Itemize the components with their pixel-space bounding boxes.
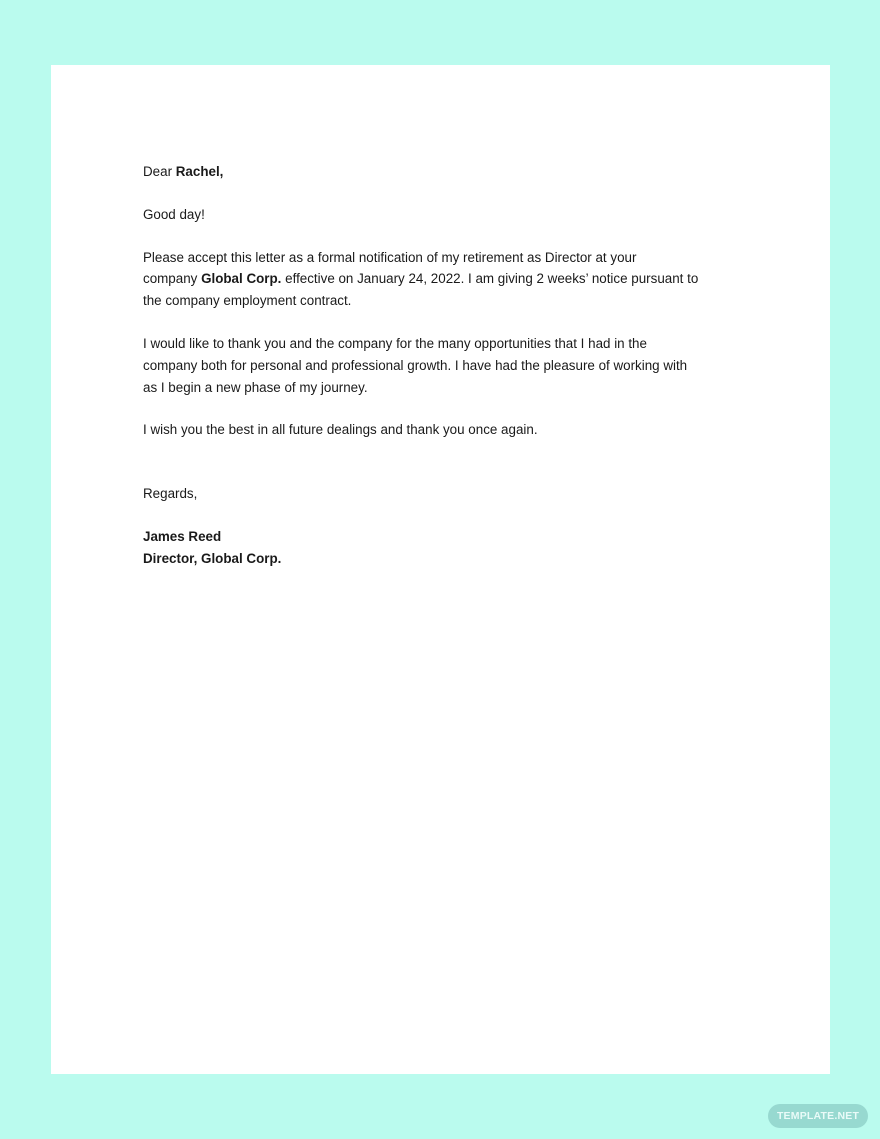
- greeting: Good day!: [143, 206, 205, 222]
- text-segment: company: [143, 271, 202, 287]
- text-line: as I begin a new phase of my journey.: [143, 379, 368, 395]
- paragraph-notification: [143, 247, 763, 312]
- closing: Regards,: [143, 486, 198, 502]
- paragraph-wishes: I wish you the best in all future dealings and thank you once again.: [143, 422, 538, 438]
- text-line: company both for personal and professional growth. I have had the pleasure of working with: [143, 357, 688, 373]
- recipient-name: Rachel,: [175, 164, 224, 179]
- company-name: Global Corp.: [201, 271, 282, 287]
- text-line: I would like to thank you and the company for the many opportunities that I had in the: [143, 335, 647, 351]
- watermark-badge: TEMPLATE.NET: [768, 1104, 868, 1128]
- text-line: [143, 268, 763, 290]
- letter-body: [143, 161, 763, 570]
- salutation-prefix: Dear: [143, 164, 176, 179]
- signer-title: Director, Global Corp.: [143, 550, 282, 566]
- text-segment: effective on January 24, 2022. I am giving 2 weeks’ notice pursuant to: [281, 271, 699, 287]
- paragraph-thanks: [143, 333, 763, 398]
- salutation: [143, 161, 763, 183]
- text-line: Please accept this letter as a formal notification of my retirement as Director at your: [143, 249, 637, 265]
- letter-page: [51, 65, 830, 1074]
- signature-block: [143, 526, 763, 570]
- text-line: the company employment contract.: [143, 293, 352, 309]
- signer-name: James Reed: [143, 528, 222, 544]
